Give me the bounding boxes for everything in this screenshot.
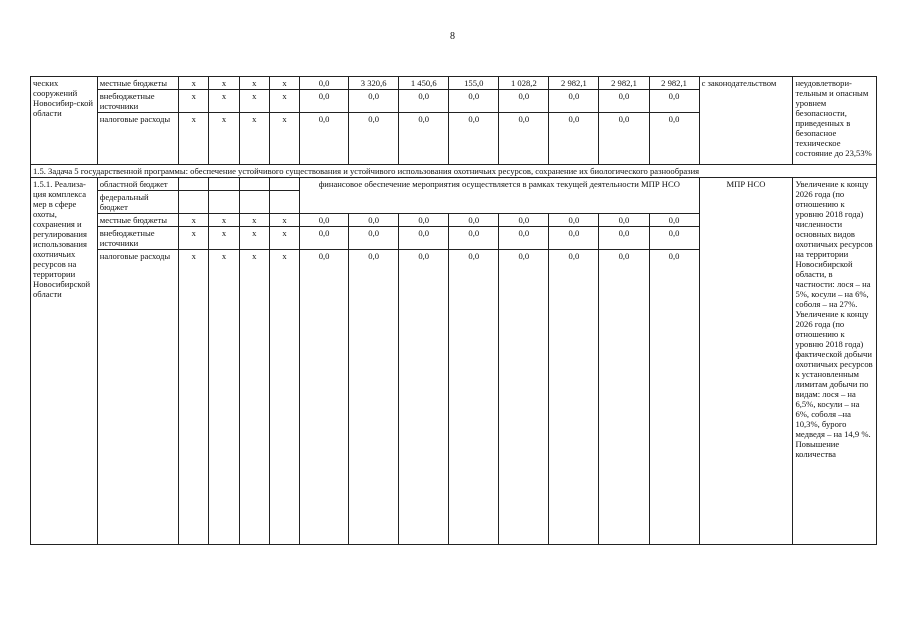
value-cell: x: [269, 214, 299, 227]
source-label: федеральный бюджет: [97, 191, 178, 214]
value-cell: 0,0: [549, 250, 599, 545]
value-cell: 2 982,1: [599, 77, 649, 90]
empty-cell: [209, 178, 239, 191]
table-row: [31, 178, 877, 191]
value-cell: x: [269, 113, 299, 165]
source-label: областной бюджет: [97, 178, 178, 191]
empty-cell: [209, 191, 239, 214]
value-cell: 0,0: [649, 90, 699, 113]
empty-cell: [269, 191, 299, 214]
value-cell: 0,0: [649, 113, 699, 165]
page-number: 8: [450, 31, 455, 42]
value-cell: 2 982,1: [549, 77, 599, 90]
value-cell: 0,0: [599, 250, 649, 545]
value-cell: 1 028,2: [499, 77, 549, 90]
value-cell: 0,0: [300, 77, 349, 90]
value-cell: x: [179, 77, 209, 90]
empty-cell: [179, 178, 209, 191]
value-cell: 0,0: [449, 113, 499, 165]
source-label: налоговые расходы: [97, 113, 178, 165]
value-cell: 0,0: [549, 90, 599, 113]
value-cell: x: [239, 113, 269, 165]
value-cell: 0,0: [549, 214, 599, 227]
value-cell: 0,0: [300, 90, 349, 113]
measure-name-cell: 1.5.1. Реализа-ция комплекса мер в сфере охоты, сохранения и регулирования использования охотничьих ресурсов на территории Новосибирской области: [31, 178, 98, 545]
value-cell: 0,0: [499, 227, 549, 250]
value-cell: 0,0: [599, 113, 649, 165]
value-cell: x: [269, 250, 299, 545]
source-label: налоговые расходы: [97, 250, 178, 545]
value-cell: 0,0: [499, 90, 549, 113]
value-cell: 0,0: [599, 214, 649, 227]
value-cell: x: [239, 214, 269, 227]
value-cell: x: [269, 77, 299, 90]
executor-cell: МПР НСО: [699, 178, 793, 545]
value-cell: 2 982,1: [649, 77, 699, 90]
value-cell: 155,0: [449, 77, 499, 90]
measure-name-cell: ческих сооружений Новосибир-ской области: [31, 77, 98, 165]
value-cell: 0,0: [449, 250, 499, 545]
empty-cell: [239, 191, 269, 214]
value-cell: x: [179, 227, 209, 250]
value-cell: x: [209, 77, 239, 90]
executor-cell: с законодательством: [699, 77, 793, 165]
value-cell: x: [239, 250, 269, 545]
value-cell: x: [179, 90, 209, 113]
value-cell: x: [209, 250, 239, 545]
expected-result-cell: неудовлетвори-тельным и опасным уровнем безопасности, приведенных в безопасное техническое состояние до 23,53%: [793, 77, 877, 165]
value-cell: 0,0: [300, 113, 349, 165]
value-cell: 0,0: [300, 214, 349, 227]
value-cell: 3 320,6: [349, 77, 399, 90]
empty-cell: [269, 178, 299, 191]
value-cell: 0,0: [349, 227, 399, 250]
value-cell: 0,0: [599, 90, 649, 113]
value-cell: x: [239, 77, 269, 90]
value-cell: 0,0: [399, 113, 449, 165]
value-cell: 0,0: [599, 227, 649, 250]
value-cell: 0,0: [449, 227, 499, 250]
value-cell: 0,0: [349, 90, 399, 113]
source-label: местные бюджеты: [97, 214, 178, 227]
value-cell: 0,0: [349, 250, 399, 545]
value-cell: x: [209, 214, 239, 227]
source-label: внебюджетные источники: [97, 227, 178, 250]
empty-cell: [179, 191, 209, 214]
source-label: внебюджетные источники: [97, 90, 178, 113]
value-cell: 1 450,6: [399, 77, 449, 90]
value-cell: x: [269, 90, 299, 113]
value-cell: 0,0: [300, 250, 349, 545]
value-cell: x: [179, 113, 209, 165]
value-cell: 0,0: [449, 90, 499, 113]
value-cell: 0,0: [399, 227, 449, 250]
expected-result-cell: Увеличение к концу 2026 года (по отношению к уровню 2018 года) численности основных видов охотничьих ресурсов на территории Новосибирской области, в частности: лося – на 5%, косули – на 6%, соболя – на 27%. Увеличение к концу 2026 года (по отношению к уровню 2018 года) фактической добычи охотничьих ресурсов к установленным лимитам добычи по видам: лося – на 6,5%, косули – на 6%, соболя –на 10,3%, бурого медведя – на 14,9 %. Повышение количества: [793, 178, 877, 545]
table-row: [31, 77, 877, 90]
value-cell: 0,0: [349, 113, 399, 165]
value-cell: 0,0: [649, 214, 699, 227]
task-header-row: [31, 165, 877, 178]
value-cell: 0,0: [449, 214, 499, 227]
value-cell: 0,0: [549, 227, 599, 250]
source-label: местные бюджеты: [97, 77, 178, 90]
value-cell: x: [179, 214, 209, 227]
value-cell: 0,0: [349, 214, 399, 227]
value-cell: 0,0: [399, 214, 449, 227]
value-cell: 0,0: [649, 227, 699, 250]
empty-cell: [239, 178, 269, 191]
value-cell: x: [209, 227, 239, 250]
value-cell: 0,0: [399, 90, 449, 113]
value-cell: x: [209, 90, 239, 113]
value-cell: 0,0: [499, 250, 549, 545]
value-cell: x: [179, 250, 209, 545]
value-cell: 0,0: [399, 250, 449, 545]
value-cell: 0,0: [499, 113, 549, 165]
value-cell: x: [239, 227, 269, 250]
value-cell: x: [209, 113, 239, 165]
program-table: [30, 76, 877, 545]
value-cell: 0,0: [499, 214, 549, 227]
value-cell: x: [269, 227, 299, 250]
task-header: 1.5. Задача 5 государственной программы: обеспечение устойчивого существования и устойчивого использования охотничьих ресурсов, сохранение их биологического разнообразия: [31, 165, 877, 178]
value-cell: 0,0: [300, 227, 349, 250]
value-cell: x: [239, 90, 269, 113]
funding-note: финансовое обеспечение мероприятия осуществляется в рамках текущей деятельности МПР НСО: [300, 178, 699, 214]
value-cell: 0,0: [549, 113, 599, 165]
value-cell: 0,0: [649, 250, 699, 545]
